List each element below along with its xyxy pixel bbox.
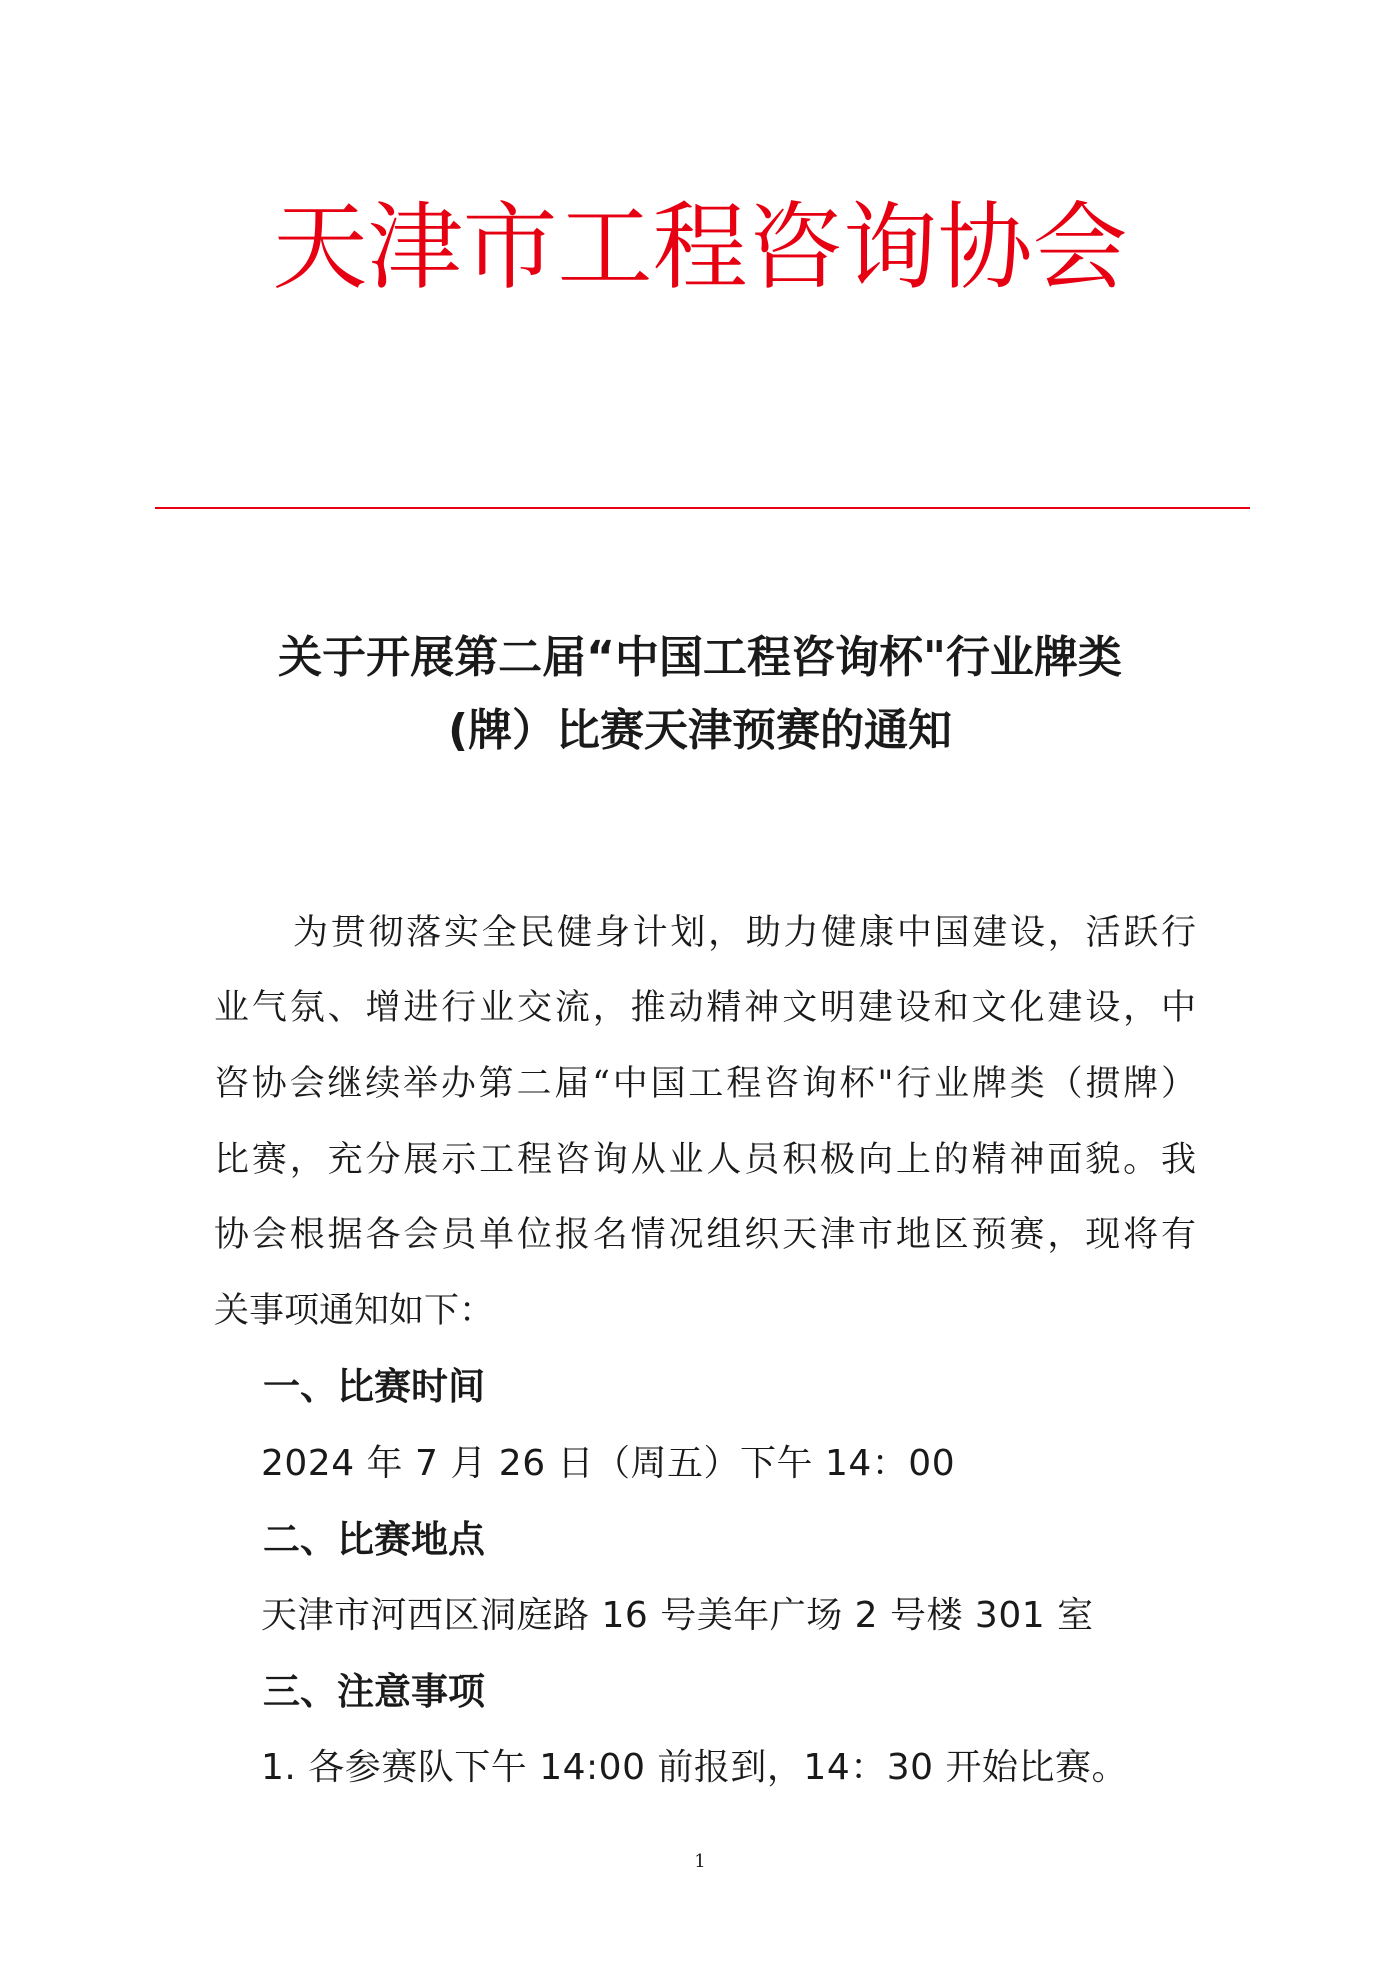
page-number: 1 (694, 1851, 706, 1872)
section-heading-time: 一、比赛时间 (263, 1365, 485, 1408)
letterhead-org-name: 天津市工程咨询协会 (272, 193, 1128, 303)
section-heading-venue: 二、比赛地点 (263, 1518, 485, 1561)
section-content-notes-item: 1. 各参赛队下午 14:00 前报到，14：30 开始比赛。 (261, 1747, 1128, 1788)
section-content-venue: 天津市河西区洞庭路 16 号美年广场 2 号楼 301 室 (261, 1595, 1094, 1636)
letterhead-divider (155, 507, 1250, 509)
intro-paragraph-line: 协会根据各会员单位报名情况组织天津市地区预赛，现将有 (214, 1215, 1196, 1255)
section-heading-notes: 三、注意事项 (263, 1670, 485, 1713)
notice-title-line-1: 关于开展第二届“中国工程咨询杯"行业牌类 (278, 632, 1122, 683)
intro-paragraph-line: 业气氛、增进行业交流，推动精神文明建设和文化建设，中 (214, 988, 1196, 1028)
section-content-time: 2024 年 7 月 26 日（周五）下午 14：00 (261, 1443, 956, 1484)
intro-paragraph-line: 比赛，充分展示工程咨询从业人员积极向上的精神面貌。我 (214, 1140, 1196, 1180)
intro-paragraph-line: 咨协会继续举办第二届“中国工程咨询杯"行业牌类（掼牌） (214, 1064, 1196, 1104)
intro-paragraph-line: 为贯彻落实全民健身计划，助力健康中国建设，活跃行 (293, 913, 1196, 953)
notice-title-line-2: (牌）比赛天津预赛的通知 (447, 705, 953, 756)
intro-paragraph-line: 关事项通知如下： (214, 1291, 495, 1331)
